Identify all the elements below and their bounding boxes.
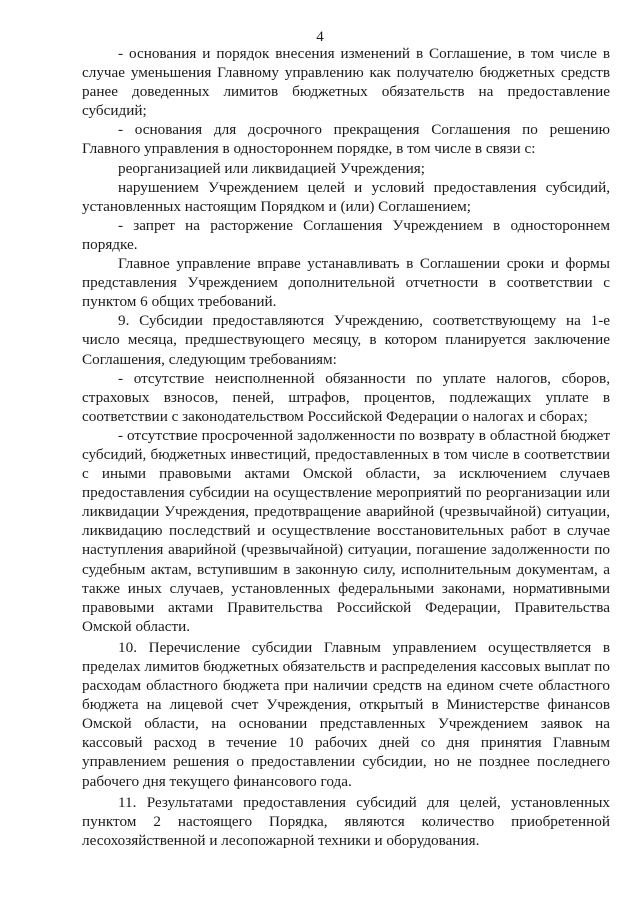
paragraph-no-overdue-debt: - отсутствие просроченной задолженности по возврату в областной бюджет субсидий, бюджетных инвестиций, предоставленных в том числе в соответствии с иными правовыми актами Омской области, за исключением случаев предоставления субсидии на осуществление мероприятий по реорганизации или ликвидации Учреждения, предотвращение аварийной (чрезвычайной) ситуации, ликвидацию последствий и осуществление восстановительных работ в случае наступления аварийной (чрезвычайной) ситуации, погашение задолженности по судебным актам, вступившим в законную силу, исполнительным документам, а также иных случаев, установленных федеральными законами, нормативными правовыми актами Правительства Российской Федерации, Правительства Омской области. [82,426,610,635]
paragraph-additional-reporting: Главное управление вправе устанавливать в Соглашении сроки и формы представления Учреждением дополнительной отчетности в соответствии с пунктом 6 общих требований. [82,255,610,311]
paragraph-reorganization: реорганизацией или ликвидацией Учреждения; [118,159,425,177]
paragraph-no-tax-debt: - отсутствие неисполненной обязанности по уплате налогов, сборов, страховых взносов, пеней, штрафов, процентов, подлежащих уплате в соответствии с законодательством Российской Федерации о налогах и сборах; [82,369,610,425]
page-number: 4 [316,29,324,45]
paragraph-violation: нарушением Учреждением целей и условий предоставления субсидий, установленных настоящим Порядком и (или) Соглашением; [82,178,610,215]
paragraph-early-termination: - основания для досрочного прекращения Соглашения по решению Главного управления в одностороннем порядке, в том числе в связи с: [82,121,610,158]
paragraph-clause-9: 9. Субсидии предоставляются Учреждению, соответствующему на 1-е число месяца, предшествующего месяцу, в котором планируется заключение Соглашения, следующим требованиям: [82,312,610,368]
paragraph-clause-10: 10. Перечисление субсидии Главным управлением осуществляется в пределах лимитов бюджетных обязательств и распределения кассовых выплат по расходам областного бюджета при наличии средств на едином счете областного бюджета на лицевой счет Учреждения, открытый в Министерстве финансов Омской области, на основании представленных Учреждением заявок на кассовый расход в течение 10 рабочих дней со дня принятия Главным управлением решения о предоставлении субсидии, но не позднее последнего рабочего дня текущего финансового года. [82,638,610,790]
paragraph-amendment-grounds: - основания и порядок внесения изменений в Соглашение, в том числе в случае уменьшения Главному управлению как получателю бюджетных средств ранее доведенных лимитов бюджетных обязательств на предоставление субсидий; [82,45,610,120]
paragraph-termination-ban: - запрет на расторжение Соглашения Учреждением в одностороннем порядке. [82,216,610,253]
document-body [82,44,610,850]
paragraph-clause-11: 11. Результатами предоставления субсидий для целей, установленных пунктом 2 настоящего Порядка, являются количество приобретенной лесохозяйственной и лесопожарной техники и оборудования. [82,793,610,849]
